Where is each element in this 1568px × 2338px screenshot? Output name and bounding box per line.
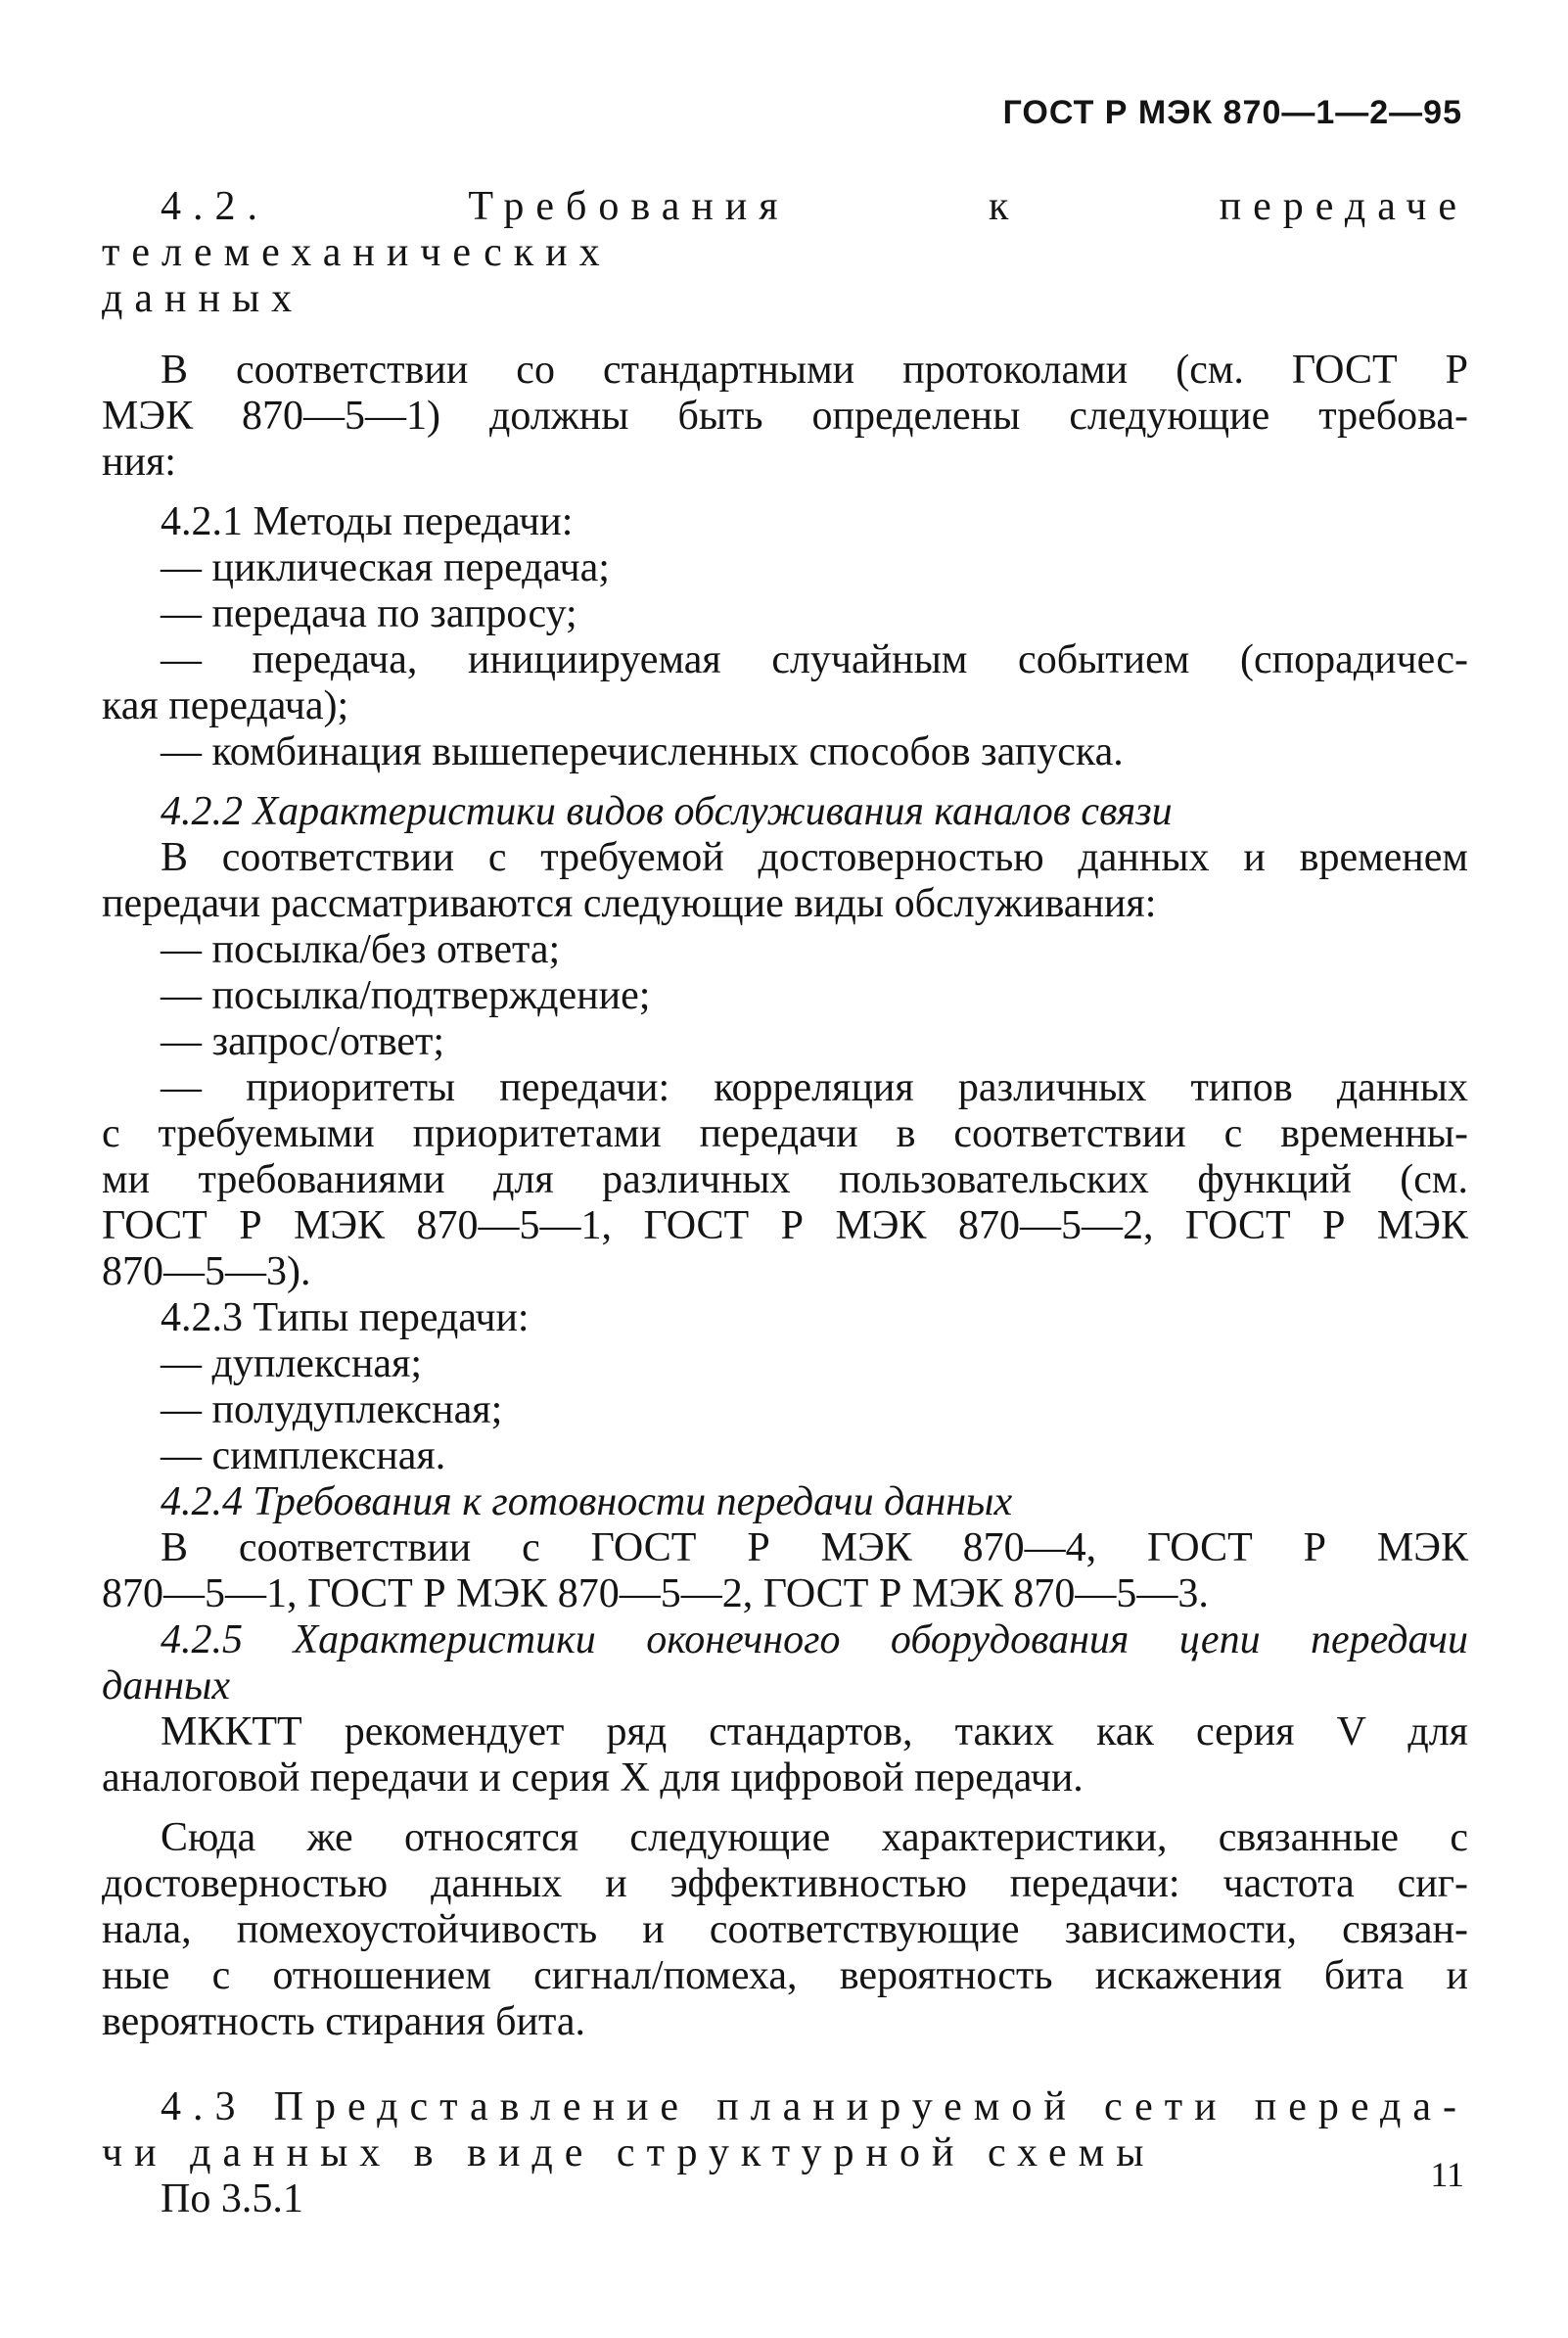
paragraph-line: аналоговой передачи и серия X для цифровой передачи.	[102, 1755, 1084, 1800]
intro-line: В соответствии со стандартными протоколами (см. ГОСТ Р	[161, 348, 1468, 393]
list-item: — передача по запросу;	[161, 591, 577, 636]
list-item: — полудуплексная;	[161, 1387, 503, 1432]
list-item: — запрос/ответ;	[161, 1019, 445, 1064]
list-item: — приоритеты передачи: корреляция различных типов данных	[161, 1065, 1468, 1110]
list-item: — дуплексная;	[161, 1341, 423, 1386]
list-item: — посылка/подтверждение;	[161, 973, 651, 1018]
paragraph-line: ные с отношением сигнал/помеха, вероятность искажения бита и	[102, 1953, 1468, 1998]
list-item-continuation: кая передача);	[102, 683, 349, 728]
paragraph-line: МККТТ рекомендует ряд стандартов, таких как серия V для	[161, 1709, 1468, 1754]
intro-line: МЭК 870—5—1) должны быть определены следующие требова-	[102, 394, 1468, 439]
section-4-2-3-title: 4.2.3 Типы передачи:	[161, 1295, 530, 1340]
section-4-2-5-title-line1: 4.2.5 Характеристики оконечного оборудования цепи передачи	[161, 1617, 1468, 1662]
list-item: — симплексная.	[161, 1433, 446, 1478]
section-4-2-5-title-line2: данных	[102, 1663, 231, 1708]
section-4-2-4-title: 4.2.4 Требования к готовности передачи данных	[161, 1479, 1013, 1524]
list-item-continuation: 870—5—3).	[102, 1249, 311, 1294]
list-item: — передача, инициируемая случайным событием (спорадичес-	[161, 637, 1468, 682]
intro-line: ния:	[102, 440, 176, 485]
section-4-2-title-line1: 4.2. Требования к передаче телемеханических	[102, 184, 1468, 275]
page-number: 11	[1430, 2155, 1464, 2194]
section-4-3-title-line2: чи данных в виде структурной схемы	[102, 2130, 1156, 2175]
list-item-continuation: с требуемыми приоритетами передачи в соответствии с временны-	[102, 1111, 1468, 1156]
section-4-2-1-title: 4.2.1 Методы передачи:	[161, 499, 574, 544]
section-4-2-title-line2: данных	[102, 276, 304, 321]
paragraph-line: передачи рассматриваются следующие виды обслуживания:	[102, 881, 1157, 926]
section-4-3-text: По 3.5.1	[161, 2176, 303, 2221]
paragraph-line: достоверностью данных и эффективностью передачи: частота сиг-	[102, 1861, 1468, 1906]
list-item-continuation: ми требованиями для различных пользовательских функций (см.	[102, 1157, 1468, 1202]
list-item-continuation: ГОСТ Р МЭК 870—5—1, ГОСТ Р МЭК 870—5—2, ГОСТ Р МЭК	[102, 1203, 1468, 1248]
paragraph-line: вероятность стирания бита.	[102, 1999, 586, 2044]
paragraph-line: Сюда же относятся следующие характеристики, связанные с	[161, 1815, 1468, 1860]
page-content	[102, 184, 1468, 2222]
paragraph-line: В соответствии с требуемой достоверностью данных и временем	[161, 835, 1468, 880]
paragraph-line: 870—5—1, ГОСТ Р МЭК 870—5—2, ГОСТ Р МЭК 870—5—3.	[102, 1571, 1209, 1616]
paragraph-line: В соответствии с ГОСТ Р МЭК 870—4, ГОСТ Р МЭК	[161, 1525, 1468, 1570]
document-code-header: ГОСТ Р МЭК 870—1—2—95	[1002, 94, 1462, 131]
list-item: — посылка/без ответа;	[161, 927, 561, 972]
section-4-3-title-line1: 4.3 Представление планируемой сети переда-	[161, 2084, 1468, 2129]
paragraph-line: нала, помехоустойчивость и соответствующие зависимости, связан-	[102, 1907, 1468, 1952]
section-4-2-2-title: 4.2.2 Характеристики видов обслуживания каналов связи	[161, 789, 1173, 834]
list-item: — комбинация вышеперечисленных способов запуска.	[161, 729, 1124, 774]
list-item: — циклическая передача;	[161, 545, 610, 590]
